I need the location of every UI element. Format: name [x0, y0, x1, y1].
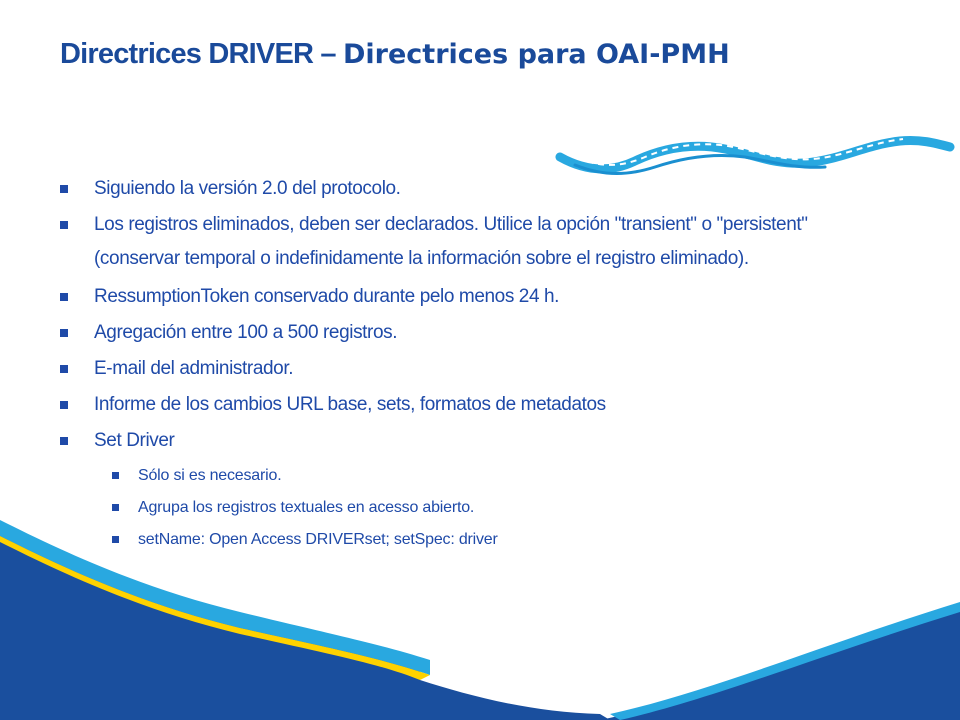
- list-item: [60, 388, 900, 422]
- square-bullet-icon: [112, 536, 119, 543]
- bullet-text: Siguiendo la versión 2.0 del protocolo.: [94, 178, 401, 199]
- sub-bullet-text: Sólo si es necesario.: [138, 467, 282, 484]
- bullet-text: Agregación entre 100 a 500 registros.: [94, 322, 398, 343]
- bullet-text: E-mail del administrador.: [94, 358, 294, 379]
- square-bullet-icon: [60, 185, 68, 193]
- sub-bullet-text: Agrupa los registros textuales en acesso abierto.: [138, 499, 475, 516]
- list-item: [60, 208, 874, 276]
- square-bullet-icon: [60, 221, 68, 229]
- square-bullet-icon: [112, 504, 119, 511]
- square-bullet-icon: [60, 329, 68, 337]
- sub-bullet-text: setName: Open Access DRIVERset; setSpec: driver: [138, 531, 498, 548]
- bullet-list: [60, 172, 900, 556]
- square-bullet-icon: [60, 293, 68, 301]
- square-bullet-icon: [60, 365, 68, 373]
- page-title: [60, 38, 730, 71]
- list-item: [60, 352, 900, 386]
- bullet-text: Los registros eliminados, deben ser declarados. Utilice la opción "transient" o "persistent" (conservar temporal o indefinidamente la información sobre el registro eliminado).: [94, 214, 808, 269]
- title-sub: Directrices para OAI-PMH: [343, 39, 730, 70]
- list-item: [60, 424, 900, 458]
- bullet-text: RessumptionToken conservado durante pelo menos 24 h.: [94, 286, 560, 307]
- sub-list-item: [60, 492, 900, 524]
- bullet-text: Informe de los cambios URL base, sets, formatos de metadatos: [94, 394, 606, 415]
- list-item: [60, 316, 900, 350]
- square-bullet-icon: [60, 437, 68, 445]
- square-bullet-icon: [60, 401, 68, 409]
- sub-list-item: [60, 460, 900, 492]
- list-item: [60, 280, 900, 314]
- bullet-text: Set Driver: [94, 430, 175, 451]
- sub-list-item: [60, 524, 900, 556]
- title-main: Directrices DRIVER –: [60, 38, 343, 70]
- square-bullet-icon: [112, 472, 119, 479]
- list-item: [60, 172, 900, 206]
